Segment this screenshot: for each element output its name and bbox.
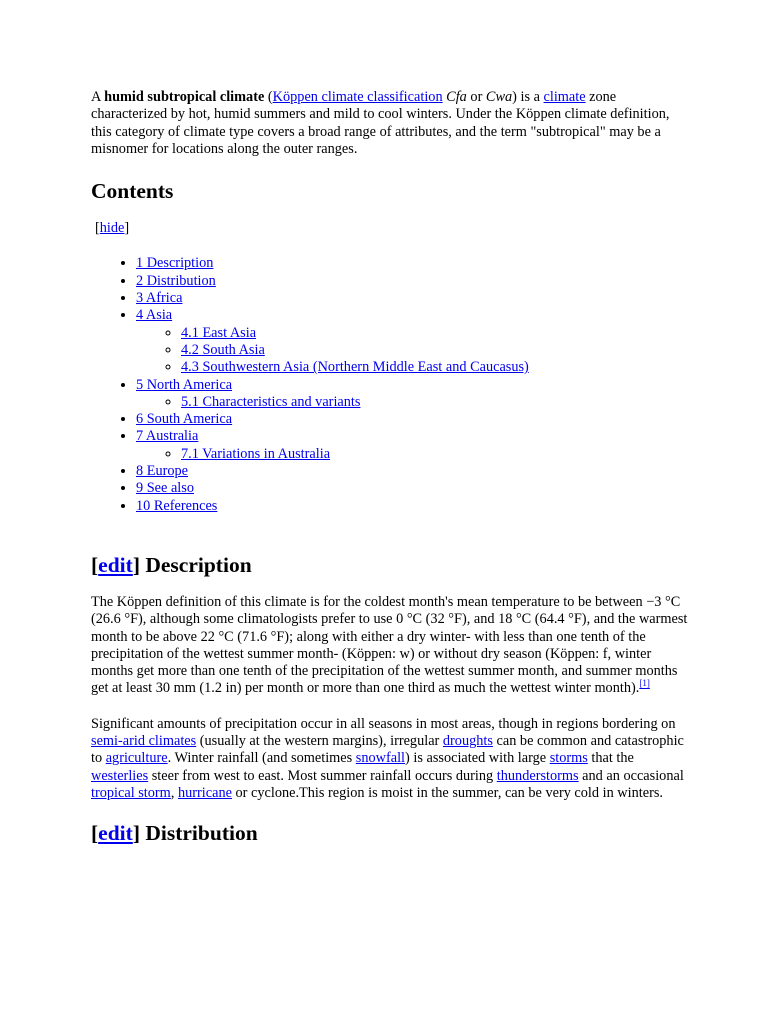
intro-text: zone characterized by hot, humid summers and mild to cool winters. Under the Köppen climate definition, this category of climate type covers a broad range of attributes, and the term "subtropical" may be a misnomer for locations along the outer ranges. [91, 89, 670, 157]
snowfall-link[interactable]: snowfall [355, 750, 406, 767]
description-paragraph-2 [91, 716, 691, 802]
climate-link[interactable]: climate [543, 89, 586, 105]
intro-text: or [466, 89, 486, 105]
toc-link-distribution[interactable]: 2 Distribution [136, 272, 216, 289]
agriculture-link[interactable]: agriculture [105, 750, 168, 767]
hurricane-link[interactable]: hurricane [177, 784, 232, 801]
toc-subitem [181, 394, 691, 411]
toc-item [136, 273, 691, 290]
cwa-code: Cwa [485, 89, 513, 105]
paragraph-text: . Winter rainfall (and sometimes [167, 750, 356, 767]
toc-link-asia[interactable]: 4 Asia [136, 307, 173, 324]
toc-link-africa[interactable]: 3 Africa [136, 290, 183, 307]
contents-heading: Contents [91, 179, 174, 204]
storms-link[interactable]: storms [549, 750, 588, 767]
droughts-link[interactable]: droughts [442, 733, 493, 750]
intro-text: ( [264, 89, 273, 105]
toc-item [136, 290, 691, 307]
description-paragraph-1 [91, 594, 691, 698]
edit-description-link[interactable]: edit [98, 552, 133, 577]
intro-bold-term: humid subtropical climate [104, 89, 265, 105]
paragraph-text: Significant amounts of precipitation occur in all seasons in most areas, though in regions bordering on [91, 715, 676, 732]
paragraph-text: that the [587, 750, 634, 767]
toc-link-characteristics[interactable]: 5.1 Characteristics and variants [181, 393, 361, 410]
toc-item [136, 463, 691, 480]
toc-subitem [181, 325, 691, 342]
paragraph-text: (usually at the western margins), irregular [196, 733, 443, 750]
hide-toc-link[interactable]: hide [99, 220, 125, 237]
toc-item [136, 480, 691, 497]
paragraph-text: and an occasional [578, 767, 684, 784]
paragraph-text: steer from west to east. Most summer rainfall occurs during [148, 767, 497, 784]
paragraph-text: or cyclone.This region is moist in the summer, can be very cold in winters. [231, 784, 663, 801]
toc-subitem [181, 446, 691, 463]
paragraph-text: can be common and catastrophic to [91, 733, 684, 767]
toc-item [136, 498, 691, 515]
toc-link-east-asia[interactable]: 4.1 East Asia [181, 324, 257, 341]
paragraph-text: The Köppen definition of this climate is for the coldest month's mean temperature to be between −3 °C (26.6 °F), although some climatologists prefer to use 0 °C (32 °F), and 18 °C (64.4 °F), and the warmest month to be above 22 °C (71.6 °F); along with either a dry winter- with less than one tenth of the precipitation of the wettest summer month- (Köppen: w) or without dry season (Köppen: f, winter months get more than one tenth of the precipitation of the wettest summer month, and summer months get at least 30 mm (1.2 in) per month or more than one third as much the wettest winter month). [91, 593, 688, 697]
toc-link-north-america[interactable]: 5 North America [136, 376, 233, 393]
cfa-code: Cfa [446, 89, 467, 105]
bracket: [ [95, 220, 100, 237]
toc-item [136, 377, 691, 412]
distribution-heading [91, 820, 691, 846]
bracket: ] [132, 552, 140, 577]
toc-link-southwestern-asia[interactable]: 4.3 Southwestern Asia (Northern Middle East and Caucasus) [181, 359, 529, 376]
intro-text: ) is a [512, 89, 544, 105]
edit-distribution-link[interactable]: edit [98, 821, 133, 846]
koppen-classification-link[interactable]: Köppen climate classification [272, 89, 443, 105]
description-heading [91, 552, 691, 578]
thunderstorms-link[interactable]: thunderstorms [496, 767, 579, 784]
toc-toggle [95, 220, 691, 237]
toc-link-see-also[interactable]: 9 See also [136, 480, 194, 497]
bracket: [ [91, 552, 99, 577]
toc-item [136, 255, 691, 272]
paragraph-text: ) is associated with large [405, 750, 550, 767]
semi-arid-climates-link[interactable]: semi-arid climates [91, 733, 197, 750]
bracket: [ [91, 821, 99, 846]
toc-item [136, 307, 691, 376]
toc-link-variations-australia[interactable]: 7.1 Variations in Australia [181, 445, 331, 462]
reference-1-link[interactable]: [1] [639, 678, 650, 689]
section-title: Description [139, 552, 252, 577]
table-of-contents [91, 255, 691, 514]
toc-link-references[interactable]: 10 References [136, 497, 218, 514]
article-body [91, 89, 691, 862]
toc-link-south-america[interactable]: 6 South America [136, 411, 233, 428]
toc-sublist [136, 394, 691, 411]
section-title: Distribution [139, 821, 258, 846]
bracket: ] [124, 220, 130, 237]
toc-link-australia[interactable]: 7 Australia [136, 428, 199, 445]
intro-paragraph [91, 89, 691, 158]
toc-link-south-asia[interactable]: 4.2 South Asia [181, 341, 265, 358]
toc-link-europe[interactable]: 8 Europe [136, 463, 189, 480]
toc-item [136, 411, 691, 428]
toc-sublist [136, 446, 691, 463]
toc-subitem [181, 342, 691, 359]
westerlies-link[interactable]: westerlies [91, 767, 149, 784]
intro-text: A [91, 89, 105, 105]
toc-link-description[interactable]: 1 Description [136, 255, 214, 272]
toc-sublist [136, 325, 691, 377]
toc-item [136, 428, 691, 463]
paragraph-text: , [170, 784, 178, 801]
tropical-storm-link[interactable]: tropical storm [91, 784, 171, 801]
bracket: ] [132, 821, 140, 846]
toc-subitem [181, 359, 691, 376]
